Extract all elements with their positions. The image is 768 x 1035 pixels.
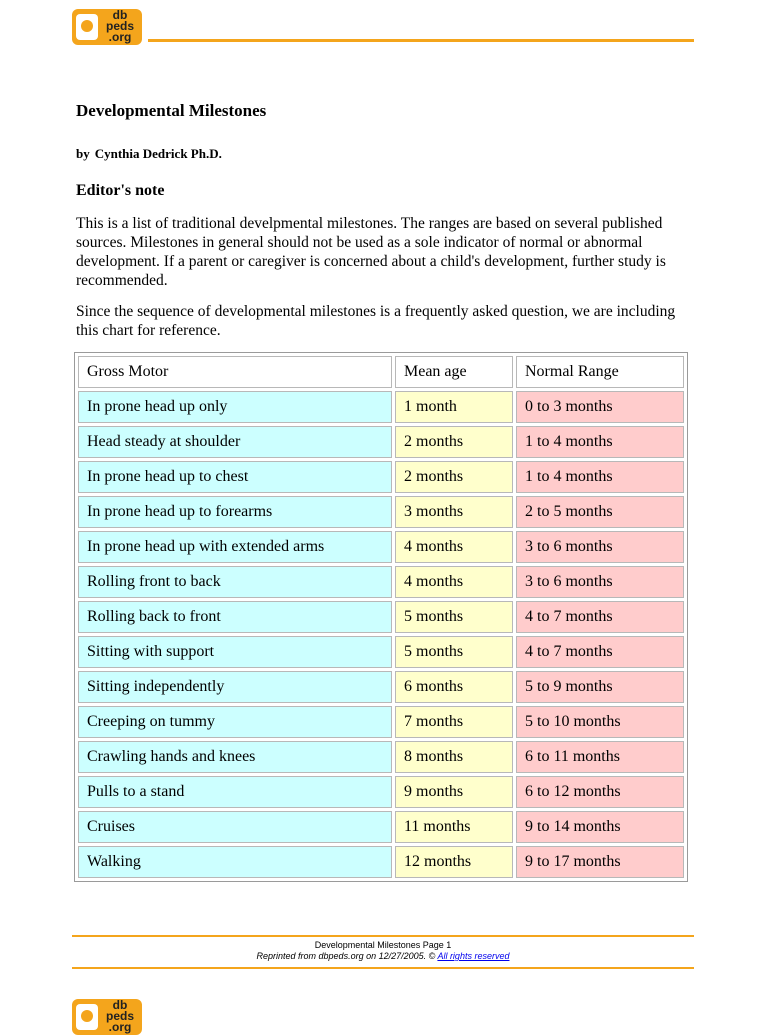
milestone-name: Rolling front to back — [78, 566, 392, 598]
table-row — [78, 426, 684, 458]
milestone-name: Crawling hands and knees — [78, 741, 392, 773]
normal-range: 4 to 7 months — [516, 601, 684, 633]
logo-wordmark: db peds .org — [105, 8, 134, 44]
milestone-name: Creeping on tummy — [78, 706, 392, 738]
byline — [76, 146, 222, 162]
normal-range: 6 to 11 months — [516, 741, 684, 773]
mean-age: 8 months — [395, 741, 513, 773]
footer-reprint-text: Reprinted from dbpeds.org on 12/27/2005. © — [256, 951, 436, 961]
normal-range: 5 to 9 months — [516, 671, 684, 703]
page-footer — [72, 940, 694, 962]
milestone-name: Rolling back to front — [78, 601, 392, 633]
mean-age: 12 months — [395, 846, 513, 878]
milestone-name: Head steady at shoulder — [78, 426, 392, 458]
table-row — [78, 741, 684, 773]
editors-note-paragraph: This is a list of traditional develpmental milestones. The ranges are based on several published sources. Milestones in general should not be used as a sole indicator of normal or abnormal development. If a parent or caregiver is concerned about a child's development, further study is recommended. — [76, 215, 666, 289]
footer-reprint-line — [72, 951, 694, 962]
logo-figure-icon — [76, 1004, 98, 1030]
logo-figure-icon — [76, 14, 98, 40]
mean-age: 4 months — [395, 566, 513, 598]
table-row — [78, 636, 684, 668]
reference-paragraph: Since the sequence of developmental milestones is a frequently asked question, we are including this chart for reference. — [76, 303, 676, 339]
author-name: Cynthia Dedrick Ph.D. — [94, 146, 222, 161]
normal-range: 1 to 4 months — [516, 426, 684, 458]
milestones-table — [74, 352, 688, 882]
mean-age: 9 months — [395, 776, 513, 808]
milestone-name: Pulls to a stand — [78, 776, 392, 808]
mean-age: 7 months — [395, 706, 513, 738]
dbpeds-logo-next-page — [72, 999, 142, 1035]
table-row — [78, 461, 684, 493]
mean-age: 2 months — [395, 461, 513, 493]
mean-age: 5 months — [395, 601, 513, 633]
normal-range: 0 to 3 months — [516, 391, 684, 423]
editors-note-heading: Editor's note — [76, 182, 165, 199]
normal-range: 3 to 6 months — [516, 566, 684, 598]
footer-rule-top — [72, 935, 694, 937]
mean-age: 2 months — [395, 426, 513, 458]
mean-age: 1 month — [395, 391, 513, 423]
header-normal-range: Normal Range — [516, 356, 684, 388]
normal-range: 1 to 4 months — [516, 461, 684, 493]
table-row — [78, 566, 684, 598]
normal-range: 6 to 12 months — [516, 776, 684, 808]
table-row — [78, 531, 684, 563]
header-rule — [148, 39, 694, 42]
table-row — [78, 846, 684, 878]
table-row — [78, 776, 684, 808]
footer-rule-bottom — [72, 967, 694, 969]
milestone-name: Walking — [78, 846, 392, 878]
logo-wordmark: db peds .org — [105, 998, 134, 1034]
mean-age: 11 months — [395, 811, 513, 843]
mean-age: 4 months — [395, 531, 513, 563]
table-row — [78, 601, 684, 633]
table-row — [78, 391, 684, 423]
milestone-name: Cruises — [78, 811, 392, 843]
normal-range: 9 to 17 months — [516, 846, 684, 878]
all-rights-reserved-link[interactable]: All rights reserved — [437, 951, 510, 961]
dbpeds-logo — [72, 9, 142, 45]
mean-age: 3 months — [395, 496, 513, 528]
table-row — [78, 706, 684, 738]
table-header-row — [78, 356, 684, 388]
footer-page-label: Developmental Milestones Page 1 — [314, 940, 452, 950]
milestone-name: In prone head up only — [78, 391, 392, 423]
milestone-name: In prone head up with extended arms — [78, 531, 392, 563]
header-mean-age: Mean age — [395, 356, 513, 388]
normal-range: 3 to 6 months — [516, 531, 684, 563]
mean-age: 5 months — [395, 636, 513, 668]
normal-range: 9 to 14 months — [516, 811, 684, 843]
table-row — [78, 811, 684, 843]
milestone-name: In prone head up to forearms — [78, 496, 392, 528]
byline-prefix: by — [76, 146, 90, 161]
normal-range: 4 to 7 months — [516, 636, 684, 668]
table-row — [78, 671, 684, 703]
normal-range: 5 to 10 months — [516, 706, 684, 738]
milestone-name: Sitting independently — [78, 671, 392, 703]
page-title: Developmental Milestones — [76, 101, 267, 120]
milestone-name: In prone head up to chest — [78, 461, 392, 493]
mean-age: 6 months — [395, 671, 513, 703]
milestone-name: Sitting with support — [78, 636, 392, 668]
normal-range: 2 to 5 months — [516, 496, 684, 528]
table-row — [78, 496, 684, 528]
header-gross-motor: Gross Motor — [78, 356, 392, 388]
